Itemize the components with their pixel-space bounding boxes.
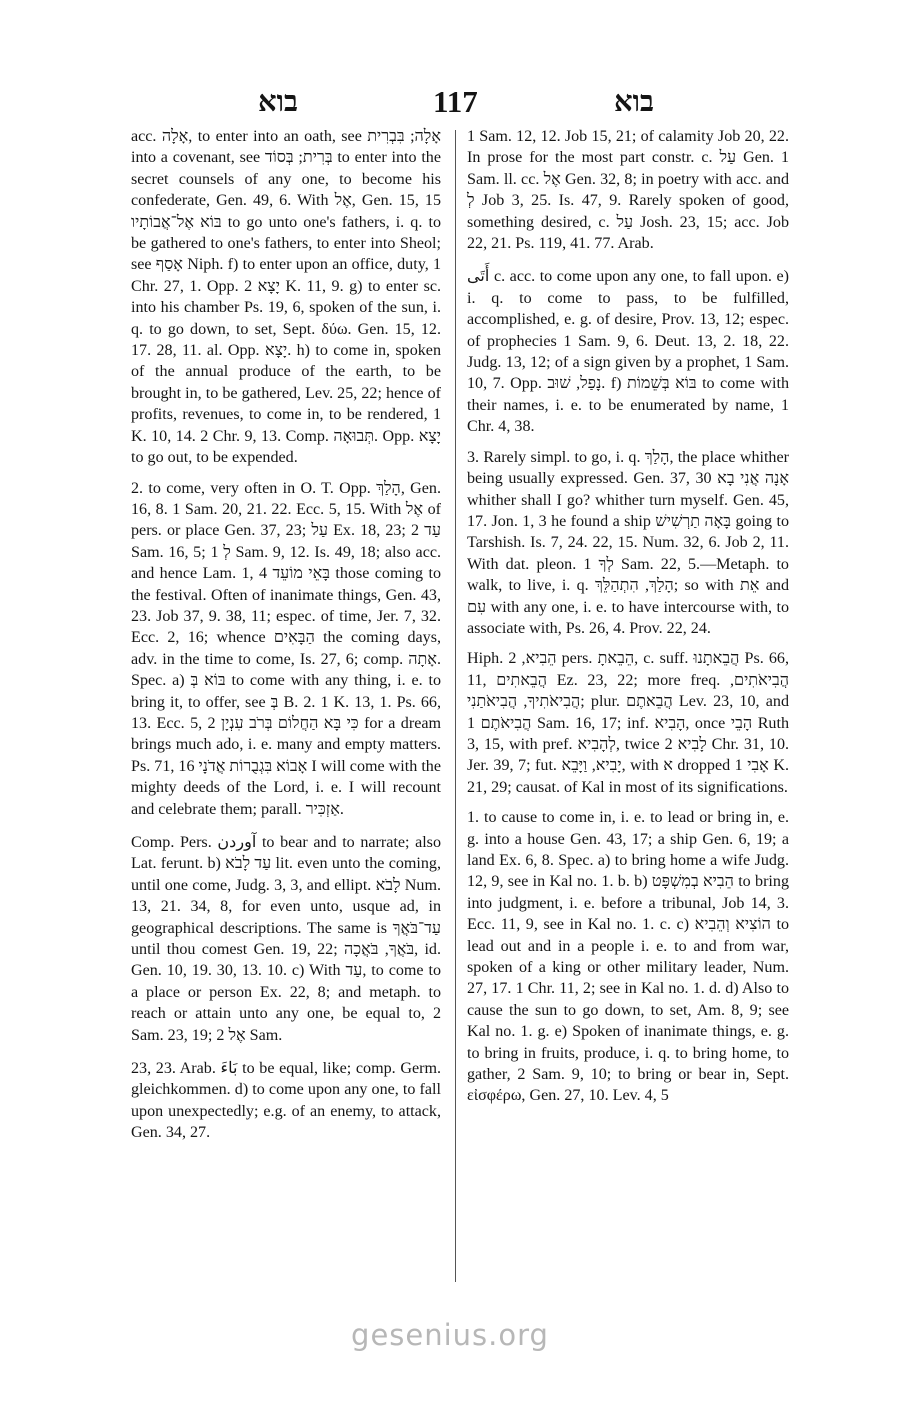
right-column — [467, 126, 789, 1107]
left-column — [131, 126, 441, 1144]
entry-paragraph: 1. to cause to come in, i. e. to lead or bring in, e. g. into a house Gen. 43, 17; a ship Gen. 6, 19; a land Ex. 6, 8. Spec. a) to bring home a wife Judg. 12, 9, see in Kal no. 1. b. b) הֵבִיא בְמִשְׁפָּט to bring into judgment, i. e. before a tribunal, Job 14, 3. Ecc. 11, 9, see in Kal no. 1. c. c) הוֹצִיא וְהֵבִיא to lead out and in a people i. e. to and from war, spoken of a king or other military leader, Num. 27, 17. 1 Chr. 11, 2; see in Kal no. 1. d. d) Also to cause the sun to go down, to set, Am. 8, 9; see Kal no. 1. g. e) Spoken of inanimate things, e. g. to bring in fruits, produce, i. q. to bring home, to gather, 2 Sam. 9, 10; to bring or bear in, Sept. εἰσφέρω, Gen. 27, 10. Lev. 4, 5 — [467, 809, 789, 1105]
entry-paragraph: 1 Sam. 12, 12. Job 15, 21; of calamity Job 20, 22. In prose for the most part constr. c. עַל Gen. 1 Sam. ll. cc. אֶל Gen. 32, 8; in poetry with acc. and לְ Job 3, 25. Is. 47, 9. Rarely spoken of good, something desired, c. עַל Josh. 23, 15; acc. Job 22, 21. Ps. 119, 41. 77. Arab. — [467, 128, 789, 253]
entry-paragraph: Hiph. הֵבִיא, 2 pers. הֵבֵאתָ, c. suff. הֲבֵאתָנוּ Ps. 66, 11, הֲבֵאתִים Ez. 23, 22; more freq. הֲבִיאֹתִים, הֲבִיאֹתִיךָ, הֲבִיאֹתַנִי; plur. הֲבֵאתֶם Lev. 23, 10, and הֲבִיאֹתֶם 1 Sam. 16, 17; inf. הָבִיא, once הָבֵי Ruth 3, 15, with pref. לְהָבִיא, twice לָבִיא 2 Chr. 31, 10. Jer. 39, 7; fut. יָבִיא, וַיָּבֵא, with א dropped אָבִי 1 K. 21, 29; causat. of Kal in most of its significations. — [467, 650, 790, 796]
running-headword-right: בוא — [614, 86, 655, 118]
entry-paragraph: 23, 23. Arab. بَاءَ to be equal, like; comp. Germ. gleichkommen. d) to come upon any one, to fall upon unexpectedly; e.g. of an enemy, to attack, Gen. 34, 27. — [131, 1060, 441, 1142]
entry-paragraph: 2. to come, very often in O. T. Opp. הָלַךְ, Gen. 16, 8. 1 Sam. 20, 21. 22. Ecc. 5, 15. With אֶל of pers. or place Gen. 37, 23; עַל Ex. 18, 23; עַד 2 Sam. 16, 5; לְ 1 Sam. 9, 12. Is. 49, 18; also acc. and hence Lam. 1, 4 בָּאֵי מוֹעֵד those coming to the festival. Often of inanimate things, Gen. 43, 23. Job 37, 9. 38, 11; espec. of time, Jer. 7, 32. Ecc. 2, 16; whence הַבָּאִים the coming days, adv. in the time to come, Is. 27, 6; comp. אָתָה. Spec. a) בּוֹא בְּ to come with any thing, i. e. to bring it, to offer, see בְּ B. 2. 1 K. 13, 1. Ps. 66, 13. Ecc. 5, 2 כִּי בָּא הַחֲלוֹם בְּרֹב עִנְיָן for a dream brings much ado, i. e. many and empty matters. Ps. 71, 16 אָבוֹא בִּגְבֻרוֹת אֲדֹנָי I will come with the mighty deeds of the Lord, i. e. I will recount and celebrate them; parall. אַזְכִּיר. — [131, 479, 442, 818]
entry-paragraph: أَتَى c. acc. to come upon any one, to fall upon. e) i. q. to come to pass, to be fulfilled, accomplished, e. g. of desire, Prov. 13, 12; espec. of prophecies 1 Sam. 9, 6. Deut. 13, 2. 18, 22. Judg. 13, 12; of a sign given by a prophet, 1 Sam. 10, 7. Opp. נָפַל, שׁוּב. f) בּוֹא בְּשֵׁמוֹת to come with their names, i. e. to be enumerated by name, 1 Chr. 4, 38. — [467, 268, 789, 436]
site-watermark: gesenius.org — [351, 1318, 549, 1352]
page-number: 117 — [433, 84, 478, 119]
entry-paragraph: Comp. Pers. آوردن to bear and to narrate; also Lat. ferunt. b) עַד לָבֹא lit. even unto the coming, until one come, Judg. 3, 3, and ellipt. לָבֹא Num. 13, 21. 34, 8, for even unto, usque ad, in geographical descriptions. The same is עַד־בֹּאֲךָ until thou comest Gen. 19, 22; בֹּאֲךָ, בֹּאֲכָה, id. Gen. 10, 19. 30, 13. 10. c) With עַד, to come to a place or person Ex. 22, 8; and metaph. to reach or attain unto any one, be equal to, 2 Sam. 23, 19; אֶל 2 Sam. — [131, 834, 441, 1044]
column-divider — [455, 130, 456, 1282]
entry-paragraph: 3. Rarely simpl. to go, i. q. הָלַךְ, the place whither being usually expressed. Gen. 37, 30 אָנָה אֲנִי בָא whither shall I go? whither turn myself. Gen. 45, 17. Jon. 1, 3 he found a ship בָּאָה תַרְשִׁישׁ going to Tarshish. Is. 7, 24. 22, 15. Num. 32, 6. Job 2, 11. With dat. pleon. לְךָ 1 Sam. 22, 5.—Metaph. to walk, to live, i. q. הָלַךְ, הִתְהַלֵּךְ; so with אֵת and עִם with any one, i. e. to have intercourse with, to associate with, Ps. 26, 4. Prov. 22, 24. — [467, 448, 789, 637]
page-header — [0, 86, 900, 126]
entry-paragraph: acc. אָלָה, to enter into an oath, see אָלָה; בִּבְרִית into a covenant, see בְּרִית; בְּסוֹד to enter into the secret counsels of any one, to become his confederate, Gen. 49, 6. With אֶל, Gen. 15, 15 בּוֹא אֶל־אֲבוֹתָיו to go unto one's fathers, i. q. to be gathered to one's fathers, to enter into Sheol; see אָסַף Niph. f) to enter upon an office, duty, 1 Chr. 27, 1. Opp. יָצָא 2 K. 11, 9. g) to enter sc. into his chamber Ps. 19, 6, spoken of the sun, i. q. to go down, to set, Sept. δύω. Gen. 15, 12. 17. 28, 11. al. Opp. יָצָא. h) to come in, spoken of the annual produce of the earth, to be brought in, to be gathered, Lev. 25, 22; hence of profits, revenues, to come in, to be rendered, 1 K. 10, 14. 2 Chr. 9, 13. Comp. תְּבוּאָה. Opp. יָצָא to go out, to be expended. — [131, 128, 442, 467]
running-headword-left: בוא — [258, 86, 299, 118]
